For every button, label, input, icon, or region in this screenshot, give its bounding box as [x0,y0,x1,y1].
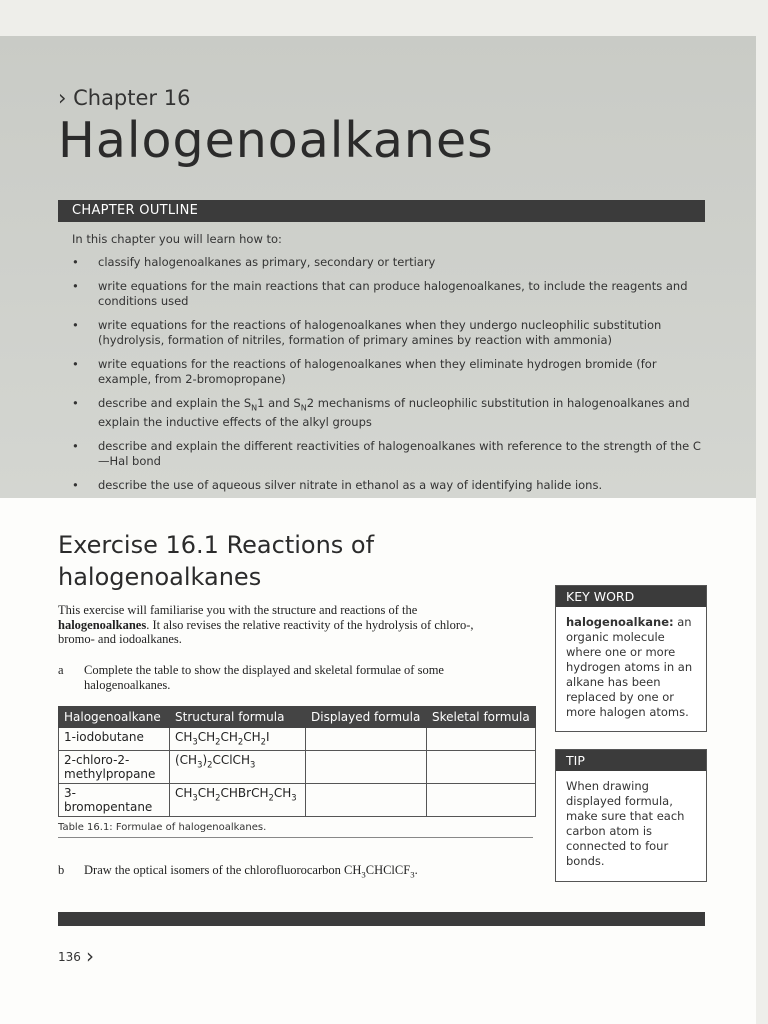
chevron-right-icon: › [58,86,67,110]
displayed-formula-cell[interactable] [306,728,427,751]
key-word-box [555,585,707,732]
caption-divider [58,837,533,838]
exercise-title: Exercise 16.1 Reactions of halogenoalkanes [58,531,375,591]
displayed-formula-cell[interactable] [306,751,427,784]
table-caption: Table 16.1: Formulae of halogenoalkanes. [58,822,267,833]
footer-bar [58,912,705,926]
question-letter: b [58,863,65,877]
outline-item: • describe the use of aqueous silver nitrate in ethanol as a way of identifying halide ions. [72,478,702,493]
table-row [59,751,536,784]
formulae-table [58,706,536,817]
table-header: Structural formula [170,707,306,728]
structural-formula: $CH_3CH_2CHBrCH_2CH_3$ [170,784,306,817]
page [0,36,756,1024]
table-row [59,728,536,751]
chapter-outline-heading-bar [58,200,705,222]
outline-item: • write equations for the main reactions that can produce halogenoalkanes, to include the reagents and conditions used [72,279,702,309]
chevron-right-icon: › [86,944,94,968]
question-letter: a [58,663,64,677]
outline-item-sn-mechanisms: • describe and explain the $S_N1$ and $S_N2$ mechanisms of nucleophilic substitution in halogenoalkanes and explain the inductive effects of the alkyl groups [72,396,702,430]
outline-item: • classify halogenoalkanes as primary, secondary or tertiary [72,255,702,270]
tip-text: When drawing displayed formula, make sure that each carbon atom is connected to four bonds. [566,779,685,868]
chapter-outline-intro: In this chapter you will learn how to: [72,232,282,246]
skeletal-formula-cell[interactable] [427,784,536,817]
chapter-outline-list [72,255,702,502]
question-text: Complete the table to show the displayed and skeletal formulae of some halogenoalkanes. [84,663,444,692]
tip-box [555,749,707,882]
chapter-header-band [0,36,756,498]
halogenoalkane-name: 3-bromopentane [59,784,170,817]
key-word-heading: KEY WORD [556,586,706,607]
key-word-body: halogenoalkane: an organic molecule where one or more hydrogen atoms in an alkane has been replaced by one or more halogen atoms. [566,615,693,719]
table-header: Skeletal formula [427,707,536,728]
structural-formula: $CH_3CH_2CH_2CH_2I$ [170,728,306,751]
table-header: Halogenoalkane [59,707,170,728]
question-text: Draw the optical isomers of the chlorofluorocarbon $CH_3CHClCF_3$. [84,863,418,880]
tip-heading: TIP [556,750,706,771]
chapter-title: Halogenoalkanes [58,112,494,169]
outline-item: • describe and explain the different reactivities of halogenoalkanes with reference to the strength of the C—Hal bond [72,439,702,469]
structural-formula: $(CH_3)_2CClCH_3$ [170,751,306,784]
page-number: 136 [58,950,81,964]
halogenoalkane-name: 1-iodobutane [59,728,170,751]
displayed-formula-cell[interactable] [306,784,427,817]
outline-item: • write equations for the reactions of halogenoalkanes when they undergo nucleophilic substitution (hydrolysis, formation of nitriles, formation of primary amines by reaction with ammonia) [72,318,702,348]
chapter-outline-heading: CHAPTER OUTLINE [72,203,199,218]
halogenoalkane-name: 2-chloro-2-methylpropane [59,751,170,784]
exercise-intro: This exercise will familiarise you with the structure and reactions of the halogenoalkanes. It also revises the relative reactivity of the hydrolysis of chloro-, bromo- and iodoalkanes. [58,603,474,646]
chapter-label: › Chapter 16 [58,86,191,110]
table-row [59,784,536,817]
skeletal-formula-cell[interactable] [427,751,536,784]
outline-item: • write equations for the reactions of halogenoalkanes when they eliminate hydrogen bromide (for example, from 2-bromopropane) [72,357,702,387]
skeletal-formula-cell[interactable] [427,728,536,751]
table-header: Displayed formula [306,707,427,728]
